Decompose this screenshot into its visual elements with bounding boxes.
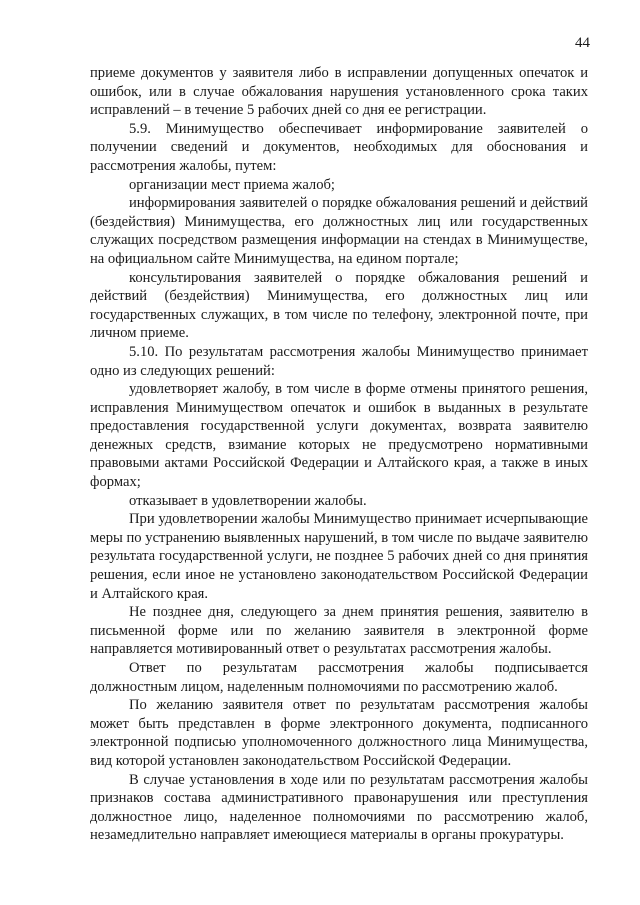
- page-number: 44: [575, 35, 590, 51]
- paragraph: 5.9. Минимущество обеспечивает информирование заявителей о получении сведений и документов, необходимых для обоснования и рассмотрения жалобы, путем:: [90, 120, 588, 174]
- paragraph: Не позднее дня, следующего за днем принятия решения, заявителю в письменной форме или по желанию заявителя в электронной форме направляется мотивированный ответ о результатах рассмотрения жалобы.: [90, 604, 588, 658]
- paragraph: По желанию заявителя ответ по результатам рассмотрения жалобы может быть представлен в форме электронного документа, подписанного электронной подписью уполномоченного должностного лица Минимущества, вид которой установлен законодательством Российской Федерации.: [90, 697, 588, 769]
- paragraph: организации мест приема жалоб;: [129, 176, 335, 193]
- paragraph: Ответ по результатам рассмотрения жалобы подписывается должностным лицом, наделенным полномочиями по рассмотрению жалоб.: [90, 660, 588, 695]
- paragraph: консультирования заявителей о порядке обжалования решений и действий (бездействия) Минимущества, его должностных лиц или государственных служащих, в том числе по телефону, электронной почте, при личном приеме.: [90, 269, 588, 342]
- paragraph: В случае установления в ходе или по результатам рассмотрения жалобы признаков состава административного правонарушения или преступления должностное лицо, наделенное полномочиями по рассмотрению жалоб, незамедлительно направляет имеющиеся материалы в органы прокуратуры.: [90, 771, 588, 844]
- paragraph: При удовлетворении жалобы Минимущество принимает исчерпывающие меры по устранению выявленных нарушений, в том числе по выдаче заявителю результата государственной услуги, не позднее 5 рабочих дней со дня принятия решения, если иное не установлено законодательством Российской Федерации и Алтайского края.: [90, 511, 588, 602]
- paragraph: отказывает в удовлетворении жалобы.: [129, 492, 367, 509]
- paragraph: информирования заявителей о порядке обжалования решений и действий (бездействия) Минимущества, его должностных лиц или государственных служащих посредством размещения информации на стендах в Минимуществе, на официальном сайте Минимущества, на едином портале;: [90, 195, 588, 267]
- body-text: [90, 64, 588, 845]
- paragraph: удовлетворяет жалобу, в том числе в форме отмены принятого решения, исправления Минимуществом опечаток и ошибок в выданных в результате предоставления государственной услуги документах, возврата заявителю денежных средств, взимание которых не предусмотрено нормативными правовыми актами Российской Федерации и Алтайского края, а также в иных формах;: [90, 381, 588, 491]
- paragraph: 5.10. По результатам рассмотрения жалобы Минимущество принимает одно из следующих решений:: [90, 343, 588, 379]
- paragraph: приеме документов у заявителя либо в исправлении допущенных опечаток и ошибок, или в случае обжалования нарушения установленного срока таких исправлений – в течение 5 рабочих дней со дня ее регистрации.: [90, 65, 588, 119]
